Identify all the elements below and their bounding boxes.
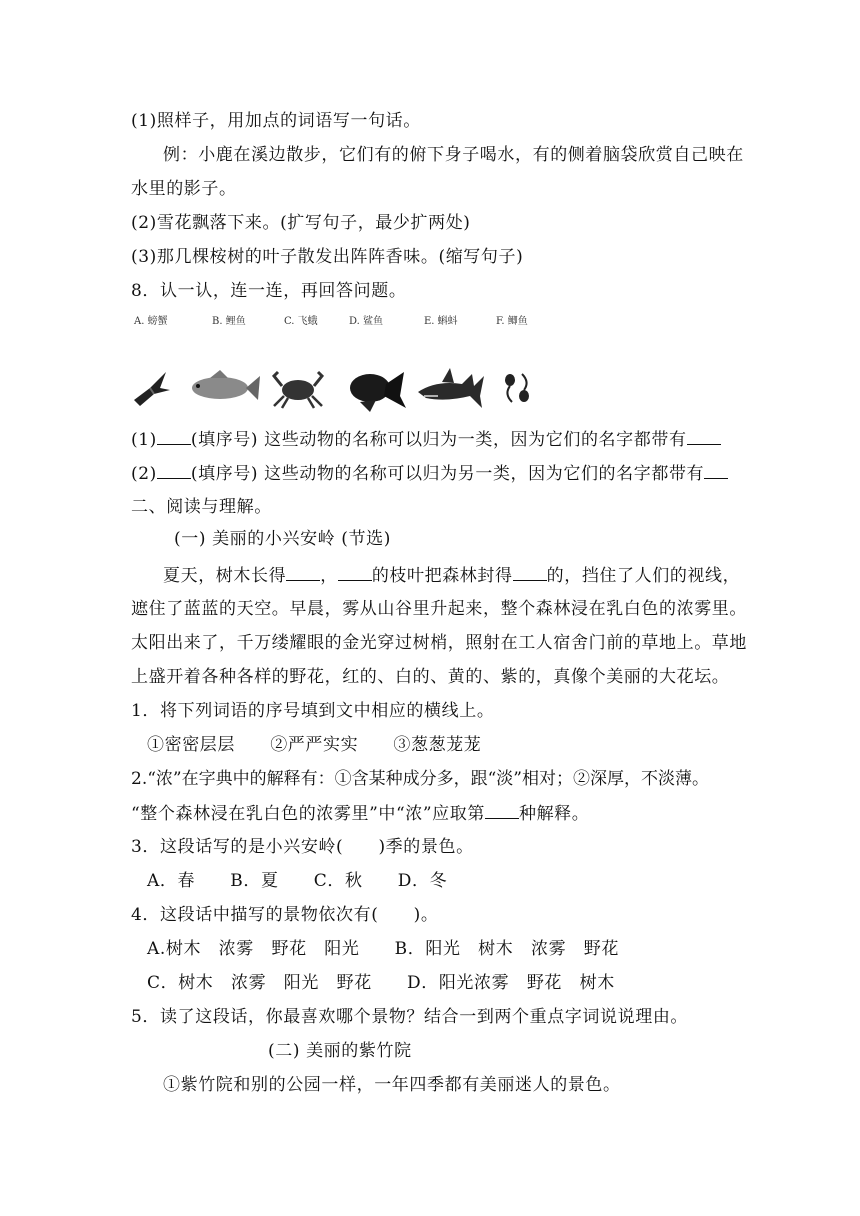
passage-1-line3: 太阳出来了，千万缕耀眼的金光穿过树梢，照射在工人宿舍门前的草地上。草地 [131,633,747,653]
classify-question-1 [131,428,721,451]
reading-question-4-options-row1: A.树木 浓雾 野花 阳光 B．阳光 树木 浓雾 野花 [147,939,619,959]
animal-label-c: C. 飞蛾 [284,316,318,327]
reading-question-2-suffix: 种解释。 [518,804,590,824]
classify-q1-text: (填序号) 这些动物的名称可以归为一类，因为它们的名字都带有 [190,430,687,450]
passage-1-line4: 上盛开着各种各样的野花，红的、白的、黄的、紫的，真像个美丽的大花坛。 [131,667,730,687]
passage-1-line1-part3: 的，挡住了人们的视线， [546,566,741,586]
reading-question-4-options-row2: C．树木 浓雾 阳光 野花 D．阳光浓雾 野花 树木 [147,973,615,993]
passage-2-line1: ①紫竹院和别的公园一样，一年四季都有美丽迷人的景色。 [163,1075,621,1095]
passage-1-line1-part2: 的枝叶把森林封得 [371,566,513,586]
answer-blank-q1-common[interactable] [687,428,721,445]
passage-blank-1[interactable] [286,564,320,581]
answer-blank-q2-items[interactable] [157,462,191,479]
reading-question-2-text: “整个森林浸在乳白色的浓雾里”中“浓”应取第 [131,804,485,824]
expand-sentence-question: (2)雪花飘落下来。(扩写句子，最少扩两处) [131,213,471,233]
part-2-heading: 二、阅读与理解。 [131,497,272,517]
moth-image [130,366,174,410]
reading-question-2-line1: 2.“浓”在字典中的解释有：①含某种成分多，跟“淡”相对；②深厚，不淡薄。 [131,769,709,789]
answer-blank-q2-common[interactable] [704,462,728,479]
animal-images [130,366,550,414]
passage-1-line2: 遮住了蓝蓝的天空。早晨，雾从山谷里升起来，整个森林浸在乳白色的浓雾里。 [131,599,747,619]
classify-q2-number: (2) [131,464,157,484]
animal-label-a: A. 螃蟹 [134,316,168,327]
classify-question-2 [131,462,728,485]
passage-1-title: (一) 美丽的小兴安岭 (节选) [174,529,391,549]
tadpole-image [500,366,536,410]
reading-question-4: 4．这段话中描写的景物依次有( )。 [131,905,439,925]
passage-blank-2[interactable] [338,564,372,581]
reading-question-1-options: ①密密层层 ②严严实实 ③葱葱茏茏 [147,735,482,755]
reading-question-1: 1．将下列词语的序号填到文中相应的横线上。 [131,701,495,721]
passage-1-line1 [163,564,740,587]
passage-2-title: (二) 美丽的紫竹院 [268,1041,412,1061]
animal-label-b: B. 鲤鱼 [212,316,246,327]
reading-question-2-line2 [131,802,589,825]
example-sentence-line2: 水里的影子。 [131,179,237,199]
animal-label-e: E. 蝌蚪 [424,316,458,327]
example-sentence-line1: 例：小鹿在溪边散步，它们有的俯下身子喝水，有的侧着脑袋欣赏自己映在 [163,145,744,165]
answer-blank-q2-meaning[interactable] [485,802,519,819]
answer-blank-q1-items[interactable] [157,428,191,445]
goldfish-image [340,366,406,412]
crab-image [268,366,328,410]
passage-blank-3[interactable] [513,564,547,581]
reading-question-3: 3．这段话写的是小兴安岭( )季的景色。 [131,837,474,857]
passage-1-line1-comma: ， [320,566,338,586]
question-8-heading: 8．认一认，连一连，再回答问题。 [131,281,407,301]
reading-question-3-options: A．春 B．夏 C．秋 D．冬 [147,871,448,891]
shark-image [416,366,484,412]
classify-q1-number: (1) [131,430,157,450]
passage-1-line1-part1: 夏天，树木长得 [163,566,287,586]
reading-question-5: 5．读了这段话，你最喜欢哪个景物？结合一到两个重点字词说说理由。 [131,1007,689,1027]
animal-label-d: D. 鲨鱼 [349,316,384,327]
carp-image [186,366,262,410]
animal-label-f: F. 鲫鱼 [496,316,528,327]
shorten-sentence-question: (3)那几棵桉树的叶子散发出阵阵香味。(缩写句子) [131,247,524,267]
sentence-rewrite-question: (1)照样子，用加点的词语写一句话。 [131,111,421,131]
classify-q2-text: (填序号) 这些动物的名称可以归为另一类，因为它们的名字都带有 [190,464,705,484]
